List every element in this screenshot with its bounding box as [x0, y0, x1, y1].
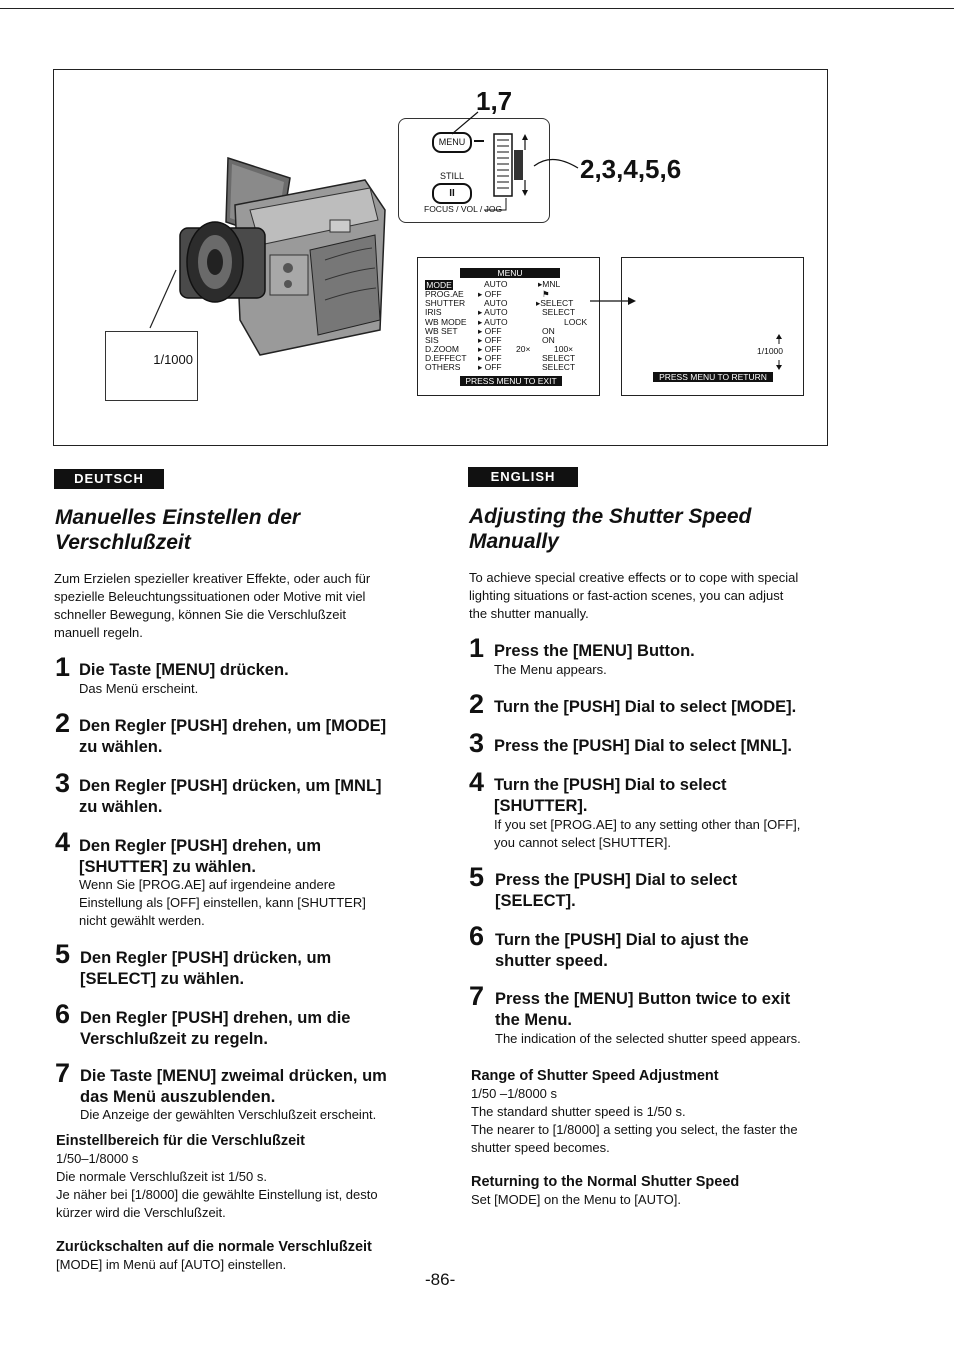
shutter-speed-readout: 1/1000	[757, 346, 783, 356]
intro-line: spezielle Beleuchtungssituationen oder Motive mit viel	[54, 589, 366, 604]
note-line: Einstellung als [OFF] einstellen, kann [SHUTTER]	[79, 895, 366, 910]
step-title-line: [SELECT] zu wählen.	[80, 970, 245, 988]
intro-line: lighting situations or fast-action scenes, you can adjust	[469, 588, 784, 603]
step-title-line: Turn the [PUSH] Dial to select	[494, 776, 727, 794]
menu-row-mnl: SELECT	[542, 307, 576, 317]
step-number: 4	[469, 767, 485, 797]
step-title-line: shutter speed.	[495, 952, 608, 970]
intro-line: the shutter manually.	[469, 606, 589, 621]
step-title	[495, 870, 737, 912]
note-line: If you set [PROG.AE] to any setting other than [OFF],	[494, 817, 801, 832]
return-text-de: [MODE] im Menü auf [AUTO] einstellen.	[56, 1257, 287, 1272]
menu-row-mnl: ⚑	[542, 289, 550, 299]
section-title-en-line2: Manually	[469, 530, 559, 553]
section-title-de-line2: Verschlußzeit	[55, 531, 191, 554]
viewfinder-display	[105, 331, 198, 401]
menu-row-auto: ▸ AUTO	[478, 317, 508, 327]
step-title	[80, 1066, 387, 1108]
step-title	[79, 836, 321, 878]
step-number: 3	[469, 728, 485, 758]
step-title-line: Verschlußzeit zu regeln.	[80, 1030, 268, 1048]
step-title-line: Den Regler [PUSH] drehen, um die	[80, 1009, 351, 1027]
menu-row-label: SIS	[425, 335, 439, 345]
menu-row-mid: 20×	[516, 344, 531, 354]
menu-row-mnl: SELECT	[542, 353, 576, 363]
step-title-line: zu wählen.	[79, 798, 163, 816]
step-title-line: [SHUTTER] zu wählen.	[79, 858, 256, 876]
step-note: The Menu appears.	[494, 662, 607, 677]
note-line: Wenn Sie [PROG.AE] auf irgendeine andere	[79, 877, 336, 892]
menu-row-label: WB MODE	[425, 317, 467, 327]
callout-steps-menu: 1,7	[476, 86, 513, 116]
language-label-de: DEUTSCH	[54, 469, 164, 489]
step-title-line: the Menu.	[495, 1011, 572, 1029]
step-title: Press the [PUSH] Dial to select [MNL].	[494, 737, 792, 755]
menu-row-auto: ▸ OFF	[478, 362, 502, 372]
step-number: 1	[55, 652, 71, 682]
menu-row-auto: ▸ OFF	[478, 353, 502, 363]
return-footer: PRESS MENU TO RETURN	[653, 372, 773, 382]
menu-button[interactable]	[432, 132, 472, 153]
step-number: 6	[469, 921, 485, 951]
step-title	[80, 948, 331, 990]
menu-row-mnl: ON	[542, 335, 555, 345]
step-title	[79, 776, 382, 818]
menu-row-auto: ▸ OFF	[478, 335, 502, 345]
menu-row-auto: ▸ OFF	[478, 326, 502, 336]
step-number: 2	[55, 708, 71, 738]
step-title	[495, 989, 790, 1031]
step-title	[494, 775, 727, 817]
intro-en	[469, 569, 798, 623]
step-title	[79, 716, 386, 758]
step-title-line: Den Regler [PUSH] drehen, um [MODE]	[79, 717, 387, 735]
step-title-line: Die Taste [MENU] zweimal drücken, um	[80, 1067, 387, 1085]
range-line: 1/50–1/8000 s	[56, 1151, 139, 1166]
menu-row-label: D.EFFECT	[425, 353, 467, 363]
step-title-line: Press the [PUSH] Dial to select	[495, 871, 738, 889]
range-heading-de: Einstellbereich für die Verschlußzeit	[56, 1133, 305, 1149]
return-heading-en: Returning to the Normal Shutter Speed	[471, 1174, 740, 1190]
range-text-de	[56, 1150, 378, 1222]
step-number: 6	[55, 999, 71, 1029]
page-number: -86-	[425, 1270, 456, 1289]
dial-label-leader	[484, 198, 510, 214]
step-number: 1	[469, 633, 485, 663]
return-text-en: Set [MODE] on the Menu to [AUTO].	[471, 1192, 682, 1207]
range-line: Je näher bei [1/8000] die gewählte Einstellung ist, desto	[56, 1187, 378, 1202]
menu-row-label: IRIS	[425, 307, 442, 317]
menu-mode-auto: AUTO	[484, 279, 508, 289]
menu-row-label: OTHERS	[425, 362, 461, 372]
dash-mark	[474, 140, 484, 142]
menu-row-label: WB SET	[425, 326, 458, 336]
intro-de	[54, 570, 370, 642]
menu-row-label: SHUTTER	[425, 298, 466, 308]
step-title-line: [SELECT].	[495, 892, 576, 910]
step-number: 7	[469, 981, 485, 1011]
menu-mode-mnl: ▸MNL	[538, 279, 561, 289]
intro-line: manuell regeln.	[54, 625, 143, 640]
range-line: kürzer wird die Verschlußzeit.	[56, 1205, 226, 1220]
step-title	[80, 1008, 350, 1050]
step-number: 5	[55, 939, 71, 969]
menu-row-mnl: ON	[542, 326, 555, 336]
menu-row-auto: ▸ OFF	[478, 289, 502, 299]
step-title-line: Press the [MENU] Button twice to exit	[495, 990, 791, 1008]
step-note	[79, 876, 366, 930]
top-rule	[0, 8, 954, 9]
menu-row-auto: ▸ AUTO	[478, 307, 508, 317]
intro-line: To achieve special creative effects or to cope with special	[469, 570, 799, 585]
viewfinder-speed: 1/1000	[153, 352, 193, 367]
step-title-line: [SHUTTER].	[494, 797, 588, 815]
note-line: nicht gewählt werden.	[79, 913, 205, 928]
intro-line: Zum Erzielen spezieller kreativer Effekte, oder auch für	[54, 571, 371, 586]
step-note	[494, 816, 800, 852]
step-number: 5	[469, 862, 485, 892]
menu-row-mnl: ▸SELECT	[536, 298, 574, 308]
section-title-de-line1: Manuelles Einstellen der	[55, 506, 301, 529]
step-title	[495, 930, 749, 972]
menu-row-mnl: LOCK	[564, 317, 588, 327]
callout-steps-dial: 2,3,4,5,6	[580, 154, 682, 184]
up-down-arrow-icon	[774, 334, 784, 372]
return-heading-de: Zurückschalten auf die normale Verschlußzeit	[56, 1239, 372, 1255]
range-text-en	[471, 1085, 798, 1157]
dial-callout-leader	[532, 152, 580, 182]
language-label-en: ENGLISH	[468, 467, 578, 487]
menu-row-auto: ▸ OFF	[478, 344, 502, 354]
dial-label: FOCUS / VOL / JOG	[424, 204, 503, 214]
section-title-en-line1: Adjusting the Shutter Speed	[469, 505, 752, 528]
range-line: The standard shutter speed is 1/50 s.	[471, 1104, 686, 1119]
step-title-line: Turn the [PUSH] Dial to ajust the	[495, 931, 749, 949]
menu-header: MENU	[460, 268, 560, 278]
step-title: Die Taste [MENU] drücken.	[79, 661, 289, 679]
step-note: Das Menü erscheint.	[79, 681, 199, 696]
step-title-line: Den Regler [PUSH] drehen, um	[79, 837, 322, 855]
step-note: The indication of the selected shutter speed appears.	[495, 1031, 801, 1046]
menu-row-mnl: 100×	[554, 344, 574, 354]
step-number: 2	[469, 689, 485, 719]
range-heading-en: Range of Shutter Speed Adjustment	[471, 1068, 719, 1084]
note-line: you cannot select [SHUTTER].	[494, 835, 672, 850]
step-title-line: Den Regler [PUSH] drücken, um	[80, 949, 332, 967]
push-dial-icon[interactable]	[492, 132, 532, 200]
step-title-line: das Menü auszublenden.	[80, 1088, 276, 1106]
step-title-line: Den Regler [PUSH] drücken, um [MNL]	[79, 777, 382, 795]
intro-line: schneller Bewegung, können Sie die Verschlußzeit	[54, 607, 346, 622]
range-line: Die normale Verschlußzeit ist 1/50 s.	[56, 1169, 267, 1184]
menu-row-mnl: SELECT	[542, 362, 576, 372]
step-title: Press the [MENU] Button.	[494, 642, 695, 660]
still-button[interactable]	[432, 183, 472, 204]
pause-icon: II	[449, 188, 455, 199]
step-note: Die Anzeige der gewählten Verschlußzeit erscheint.	[80, 1107, 377, 1122]
step-title: Turn the [PUSH] Dial to select [MODE].	[494, 698, 797, 716]
menu-footer: PRESS MENU TO EXIT	[460, 376, 562, 386]
menu-button-label: MENU	[438, 137, 466, 147]
step-number: 4	[55, 827, 71, 857]
range-line: shutter speed becomes.	[471, 1140, 610, 1155]
range-line: The nearer to [1/8000] a setting you select, the faster the	[471, 1122, 798, 1137]
still-label: STILL	[440, 171, 465, 181]
range-line: 1/50 –1/8000 s	[471, 1086, 558, 1101]
menu-row-auto: AUTO	[484, 298, 508, 308]
step-number: 7	[55, 1058, 71, 1088]
step-number: 3	[55, 768, 71, 798]
menu-row-label: PROG.AE	[425, 289, 464, 299]
shutter-display-screen	[621, 257, 804, 396]
menu-screen	[417, 257, 600, 396]
menu-row-label: D.ZOOM	[425, 344, 459, 354]
step-title-line: zu wählen.	[79, 738, 163, 756]
menu-row-mode-label: MODE	[426, 280, 452, 290]
